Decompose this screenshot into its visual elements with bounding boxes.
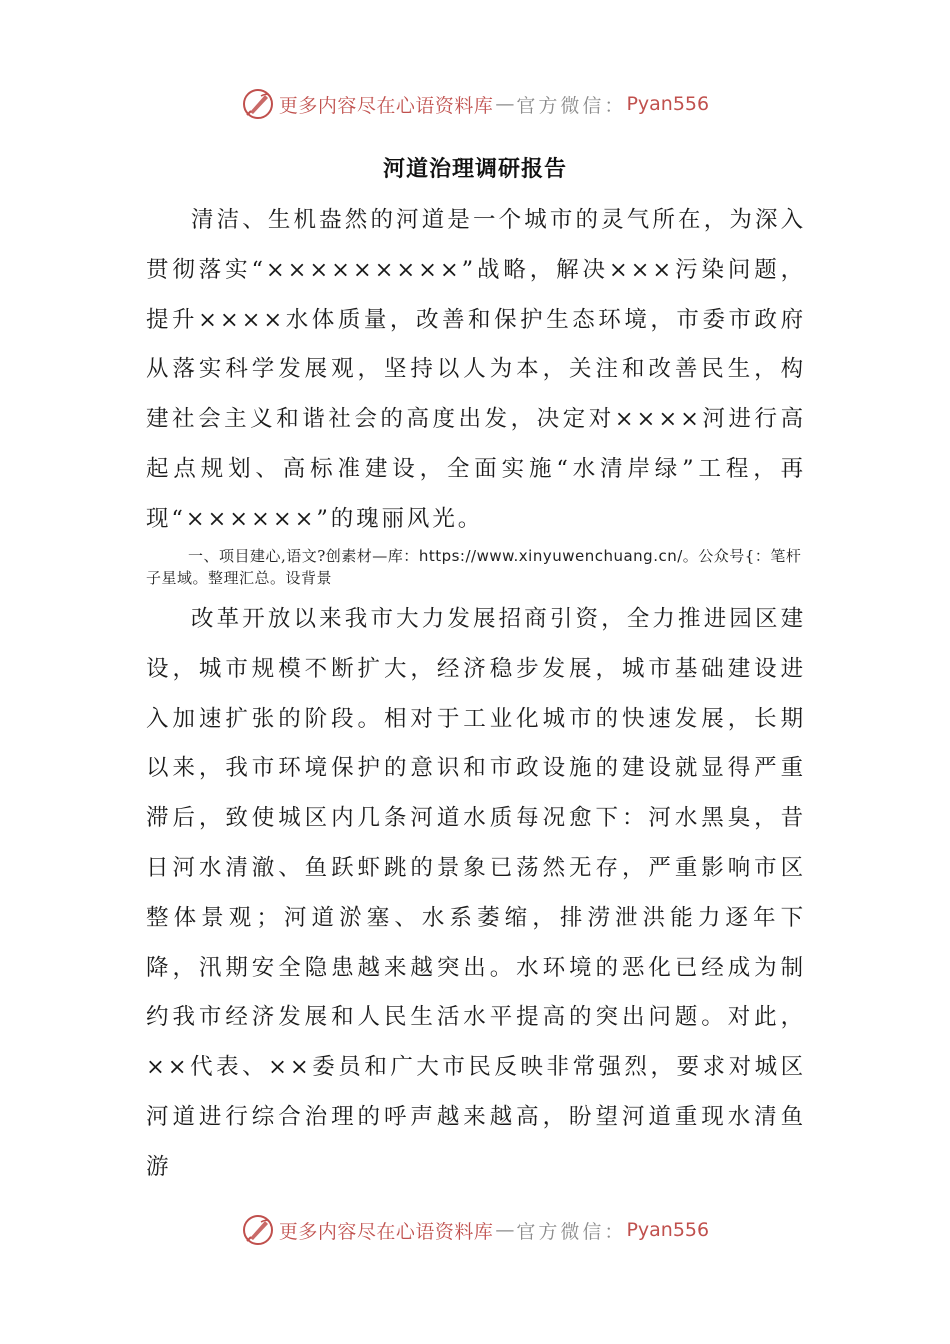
quill-pen-logo-icon — [241, 1213, 275, 1247]
banner-wechat-label: 官方微信： — [516, 94, 627, 117]
banner-text: 更多内容尽在心语资料库 — [278, 1220, 494, 1243]
footer-banner — [0, 1210, 950, 1250]
banner-dash: — — [495, 1219, 515, 1241]
banner-wechat-label: 官方微信： — [516, 1220, 627, 1243]
paragraph-background: 改革开放以来我市大力发展招商引资，全力推进园区建设，城市规模不断扩大，经济稳步发展，城市基础建设进入加速扩张的阶段。相对于工业化城市的快速发展，长期以来，我市环境保护的意识和市政设施的建设就显得严重滞后，致使城区内几条河道水质每况愈下：河水黑臭，昔日河水清澈、鱼跃虾跳的景象已荡然无存，严重影响市区整体景观；河道淤塞、水系萎缩，排涝泄洪能力逐年下降，汛期安全隐患越来越突出。水环境的恶化已经成为制约我市经济发展和人民生活水平提高的突出问题。对此，××代表、××委员和广大市民反映非常强烈，要求对城区河道进行综合治理的呼声越来越高，盼望河道重现水清鱼游 — [146, 606, 806, 1180]
paragraph-intro: 清洁、生机盎然的河道是一个城市的灵气所在，为深入贯彻落实“×××××××××”战略，解决×××污染问题，提升××××水体质量，改善和保护生态环境，市委市政府从落实科学发展观，坚持以人为本，关注和改善民生，构建社会主义和谐社会的高度出发，决定对××××河进行高起点规划、高标准建设，全面实施“水清岸绿”工程，再现“××××××”的瑰丽风光。 — [146, 207, 806, 532]
banner-text: 更多内容尽在心语资料库 — [278, 94, 494, 117]
section-note-suffix: 。公众号{：笔杆子星域。整理汇总。设背景 — [146, 547, 802, 587]
banner-wechat-id: Pyan556 — [626, 93, 710, 115]
section-note-prefix: 一、项目建心,语文?创素材—库： — [188, 547, 419, 565]
header-banner — [0, 84, 950, 124]
document-title: 河道治理调研报告 — [382, 157, 567, 182]
banner-dash: — — [495, 93, 515, 115]
quill-pen-logo-icon — [241, 87, 275, 121]
section-note — [146, 545, 806, 589]
banner-wechat-id: Pyan556 — [626, 1219, 710, 1241]
section-note-url: https://www.xinyuwenchuang.cn/ — [418, 547, 683, 565]
